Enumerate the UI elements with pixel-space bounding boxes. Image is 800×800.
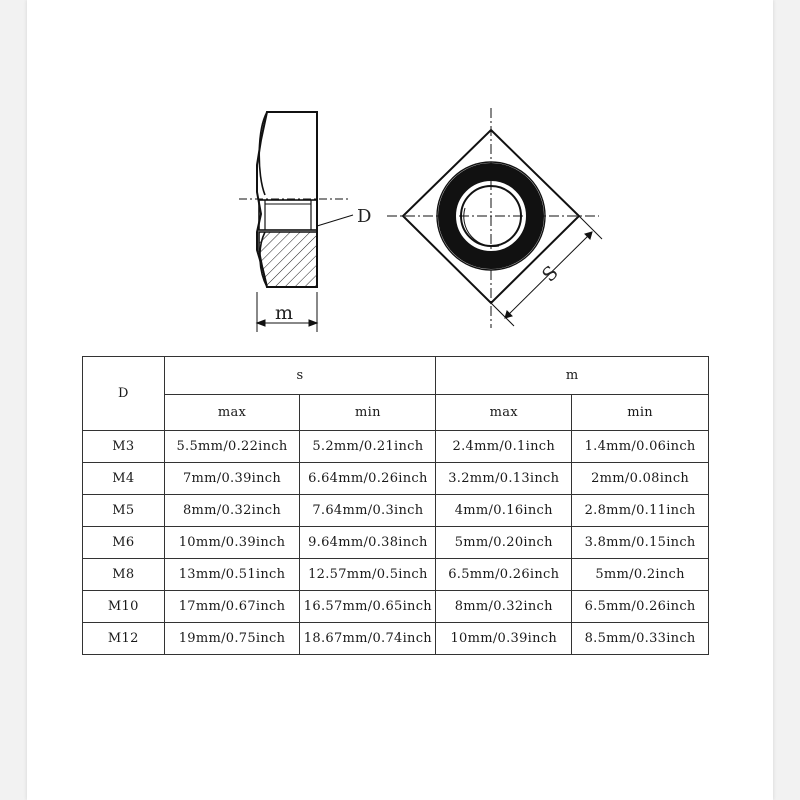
cell-s-max: 17mm/0.67inch bbox=[164, 591, 300, 623]
table-row bbox=[83, 559, 709, 591]
cell-m-max: 5mm/0.20inch bbox=[436, 527, 572, 559]
nut-front-view bbox=[387, 108, 599, 328]
cell-s-max: 19mm/0.75inch bbox=[164, 623, 300, 655]
table-row bbox=[83, 431, 709, 463]
cell-d: M8 bbox=[83, 559, 165, 591]
side-view-hatched-section bbox=[259, 232, 317, 287]
table-row bbox=[83, 527, 709, 559]
table-row bbox=[83, 495, 709, 527]
cell-m-min: 2mm/0.08inch bbox=[572, 463, 709, 495]
table-header-row bbox=[83, 357, 709, 395]
cell-d: M3 bbox=[83, 431, 165, 463]
cell-m-max: 8mm/0.32inch bbox=[436, 591, 572, 623]
width-label: S bbox=[537, 261, 563, 287]
subheader-s-max: max bbox=[164, 395, 300, 431]
cell-d: M6 bbox=[83, 527, 165, 559]
square-nut-technical-drawing bbox=[27, 0, 773, 350]
cell-m-max: 10mm/0.39inch bbox=[436, 623, 572, 655]
cell-d: M10 bbox=[83, 591, 165, 623]
height-label: m bbox=[275, 302, 294, 324]
cell-s-min: 7.64mm/0.3inch bbox=[300, 495, 436, 527]
cell-s-min: 5.2mm/0.21inch bbox=[300, 431, 436, 463]
diameter-label: D bbox=[357, 206, 372, 227]
side-view-chamfer-top bbox=[259, 112, 267, 195]
subheader-m-min: min bbox=[572, 395, 709, 431]
cell-s-max: 5.5mm/0.22inch bbox=[164, 431, 300, 463]
table-row bbox=[83, 623, 709, 655]
cell-m-min: 2.8mm/0.11inch bbox=[572, 495, 709, 527]
subheader-m-max: max bbox=[436, 395, 572, 431]
cell-m-max: 2.4mm/0.1inch bbox=[436, 431, 572, 463]
spec-sheet-page bbox=[27, 0, 773, 800]
cell-s-max: 8mm/0.32inch bbox=[164, 495, 300, 527]
cell-s-min: 12.57mm/0.5inch bbox=[300, 559, 436, 591]
cell-m-min: 8.5mm/0.33inch bbox=[572, 623, 709, 655]
table-subheader-row bbox=[83, 395, 709, 431]
cell-m-min: 3.8mm/0.15inch bbox=[572, 527, 709, 559]
diameter-leader bbox=[317, 206, 371, 227]
cell-m-min: 5mm/0.2inch bbox=[572, 559, 709, 591]
cell-s-min: 18.67mm/0.74inch bbox=[300, 623, 436, 655]
cell-d: M12 bbox=[83, 623, 165, 655]
cell-s-max: 10mm/0.39inch bbox=[164, 527, 300, 559]
header-s: s bbox=[164, 357, 436, 395]
header-m: m bbox=[436, 357, 709, 395]
cell-d: M4 bbox=[83, 463, 165, 495]
table-row bbox=[83, 463, 709, 495]
table-row bbox=[83, 591, 709, 623]
cell-m-max: 6.5mm/0.26inch bbox=[436, 559, 572, 591]
cell-m-max: 3.2mm/0.13inch bbox=[436, 463, 572, 495]
dimension-table bbox=[82, 356, 709, 655]
header-d: D bbox=[83, 357, 165, 431]
cell-m-min: 1.4mm/0.06inch bbox=[572, 431, 709, 463]
cell-s-max: 7mm/0.39inch bbox=[164, 463, 300, 495]
cell-s-min: 9.64mm/0.38inch bbox=[300, 527, 436, 559]
subheader-s-min: min bbox=[300, 395, 436, 431]
cell-m-max: 4mm/0.16inch bbox=[436, 495, 572, 527]
cell-s-min: 6.64mm/0.26inch bbox=[300, 463, 436, 495]
cell-s-max: 13mm/0.51inch bbox=[164, 559, 300, 591]
cell-m-min: 6.5mm/0.26inch bbox=[572, 591, 709, 623]
cell-d: M5 bbox=[83, 495, 165, 527]
cell-s-min: 16.57mm/0.65inch bbox=[300, 591, 436, 623]
